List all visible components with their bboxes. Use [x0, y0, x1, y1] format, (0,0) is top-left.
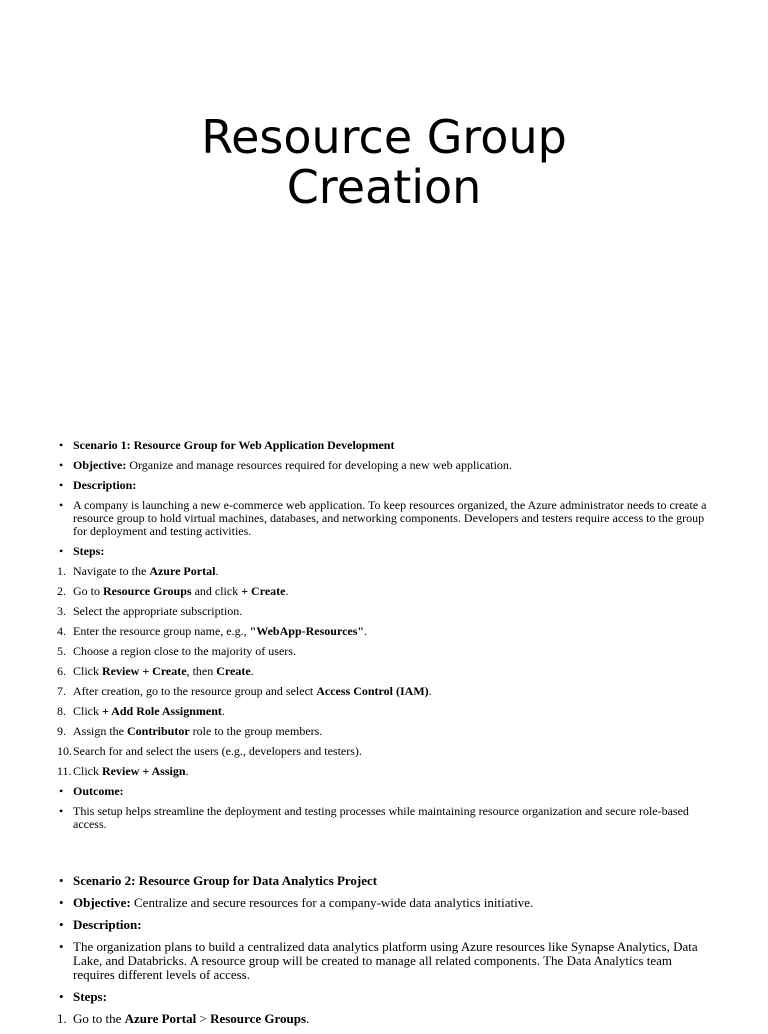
scenario-2-objective: • Objective: Centralize and secure resources for a company-wide data analytics initiative.	[59, 895, 534, 910]
step-item: 7. After creation, go to the resource group and select Access Control (IAM).	[57, 684, 432, 698]
scenario-2-section	[57, 874, 717, 1034]
scenario-1-section	[57, 439, 717, 838]
bullet-marker: •	[59, 989, 64, 1004]
step-item: 1. Go to the Azure Portal > Resource Groups.	[57, 1011, 310, 1026]
bullet-marker: •	[59, 498, 64, 512]
title-line-2: Creation	[286, 160, 482, 214]
page-title	[0, 112, 768, 212]
bullet-marker: •	[59, 438, 64, 452]
step-item: 5. Choose a region close to the majority of users.	[57, 644, 296, 658]
title-line-1: Resource Group	[201, 110, 567, 164]
bullet-marker: •	[59, 873, 64, 888]
step-item: 1. Navigate to the Azure Portal.	[57, 564, 219, 578]
scenario-1-outcome-text: • This setup helps streamline the deployment and testing processes while maintaining resource organization and secure role-based access.	[59, 804, 689, 831]
bullet-marker: •	[59, 895, 64, 910]
step-item: 6. Click Review + Create, then Create.	[57, 664, 254, 678]
bullet-marker: •	[59, 939, 64, 954]
bullet-marker: •	[59, 804, 64, 818]
step-item: 3. Select the appropriate subscription.	[57, 604, 243, 618]
bullet-marker: •	[59, 917, 64, 932]
scenario-1-description-text: • A company is launching a new e-commerce web application. To keep resources organized, the Azure administrator needs to create a resource group to hold virtual machines, databases, and networking components. Developers and testers require access to the group for deployment and testing activities.	[59, 498, 707, 538]
scenario-2-description-text: • The organization plans to build a centralized data analytics platform using Azure resources like Synapse Analytics, Data Lake, and Databricks. A resource group will be created to manage all related components. The Data Analytics team requires different levels of access.	[59, 939, 698, 982]
scenario-2-steps-label: • Steps:	[59, 989, 107, 1004]
step-item: 8. Click + Add Role Assignment.	[57, 704, 225, 718]
bullet-marker: •	[59, 544, 64, 558]
step-item: 9. Assign the Contributor role to the group members.	[57, 724, 323, 738]
scenario-1-description-label: • Description:	[59, 478, 137, 492]
scenario-1-steps-label: • Steps:	[59, 544, 105, 558]
step-item: 2. Go to Resource Groups and click + Create.	[57, 584, 289, 598]
bullet-marker: •	[59, 784, 64, 798]
step-item: 4. Enter the resource group name, e.g., "WebApp-Resources".	[57, 624, 368, 638]
scenario-1-heading: • Scenario 1: Resource Group for Web Application Development	[59, 438, 395, 452]
bullet-marker: •	[59, 478, 64, 492]
scenario-1-objective: • Objective: Organize and manage resources required for developing a new web application.	[59, 458, 512, 472]
scenario-2-heading: • Scenario 2: Resource Group for Data Analytics Project	[59, 873, 378, 888]
step-item: 10. Search for and select the users (e.g., developers and testers).	[57, 744, 362, 758]
scenario-2-description-label: • Description:	[59, 917, 142, 932]
step-item: 11. Click Review + Assign.	[57, 764, 189, 778]
bullet-marker: •	[59, 458, 64, 472]
scenario-1-outcome-label: • Outcome:	[59, 784, 124, 798]
